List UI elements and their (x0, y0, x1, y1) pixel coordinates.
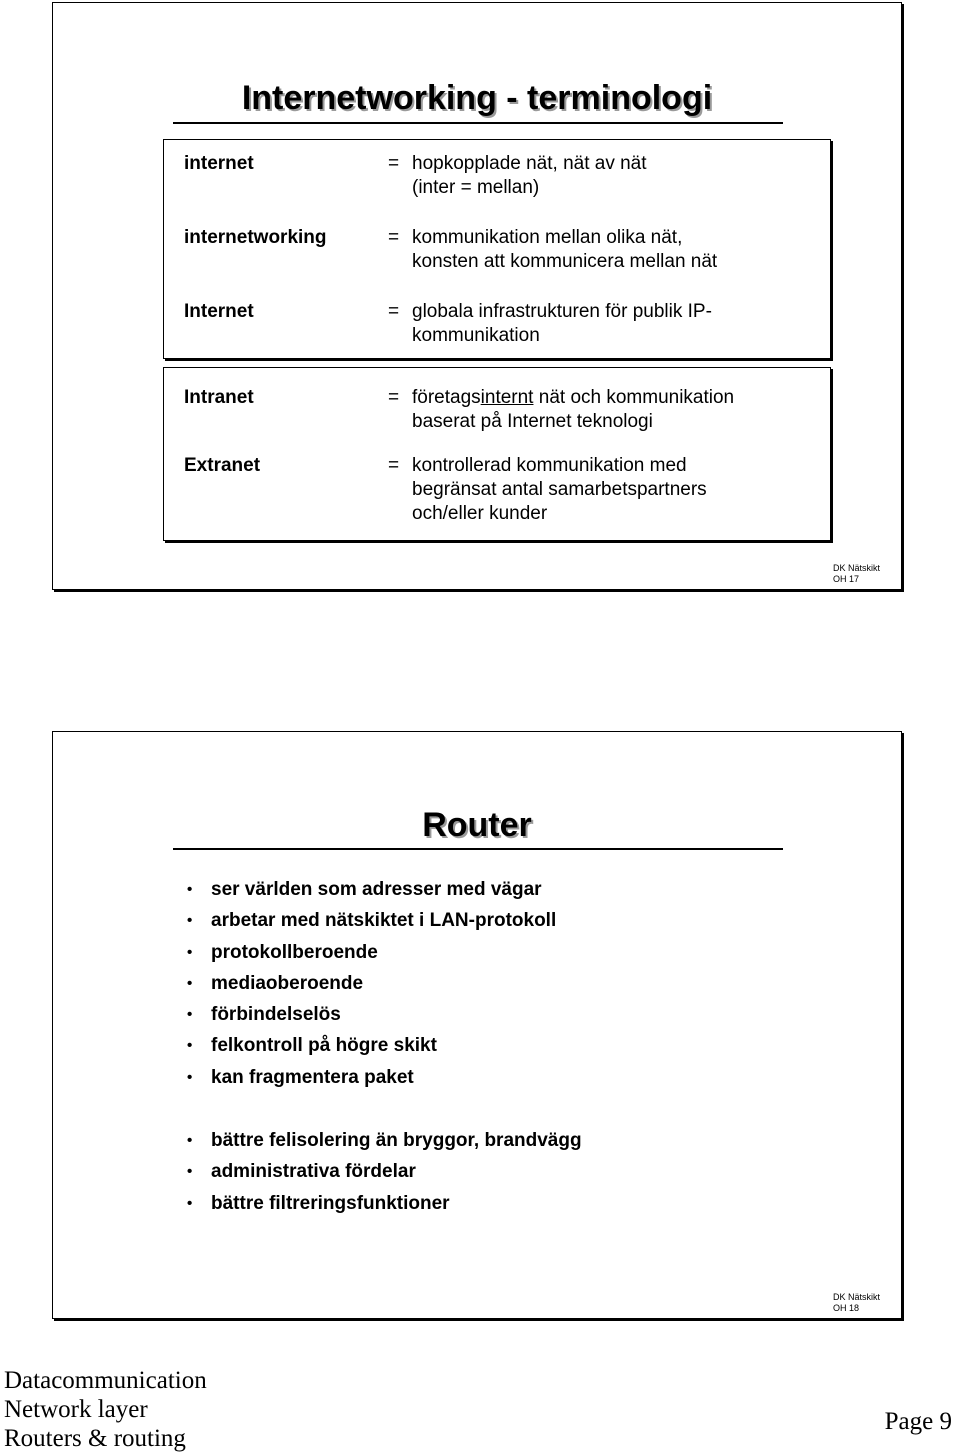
definition-line: (inter = mellan) (412, 177, 540, 198)
equals-sign: = (388, 227, 400, 248)
equals-sign: = (388, 387, 400, 408)
list-item: • bättre filtreringsfunktioner (187, 1192, 450, 1214)
bullet-icon: • (187, 1037, 193, 1055)
footer-line: Network layer (4, 1396, 148, 1423)
definition-line: globala infrastrukturen för publik IP- (412, 301, 712, 322)
slide-number: OH 17 (833, 574, 860, 584)
list-item: • förbindelselös (187, 1004, 341, 1026)
definition-text (412, 226, 832, 274)
list-item: • arbetar med nätskiktet i LAN-protokoll (187, 910, 557, 932)
footer-line: Datacommunication (4, 1367, 207, 1394)
list-item: • ser världen som adresser med vägar (187, 879, 542, 900)
title-underline (173, 122, 783, 124)
definition-text (412, 386, 832, 434)
definition-line: kommunikation mellan olika nät, (412, 227, 683, 248)
slide-oh17 (52, 2, 902, 590)
definition-box-intranet (163, 367, 831, 541)
definition-line: konsten att kommunicera mellan nät (412, 251, 718, 272)
title-underline (173, 848, 783, 850)
slide-oh18 (52, 731, 902, 1319)
bullet-list-advantages (187, 1129, 582, 1223)
slide-title: Internetworking - terminologi (241, 79, 713, 117)
definition-line: baserat på Internet teknologi (412, 411, 653, 432)
bullet-icon: • (187, 943, 193, 961)
slide-number: OH 18 (833, 1303, 860, 1313)
bullet-icon: • (187, 1132, 193, 1149)
definition-text (412, 300, 832, 348)
list-item: • kan fragmentera paket (187, 1066, 414, 1088)
definition-box-internet (163, 139, 831, 359)
underlined-word: internt (480, 387, 534, 408)
equals-sign: = (388, 455, 400, 476)
definition-fragment: företags (412, 387, 481, 408)
bullet-icon: • (187, 1006, 193, 1024)
term-label: Extranet (184, 455, 261, 476)
course-label: DK Nätskikt (833, 1292, 881, 1302)
slide-footer (833, 563, 880, 585)
bullet-list-properties (187, 878, 557, 1097)
bullet-icon: • (187, 1194, 193, 1212)
definition-fragment: nät och kommunikation (533, 387, 735, 408)
document-footer-left (4, 1366, 207, 1453)
bullet-icon: • (187, 1163, 193, 1181)
bullet-icon: • (187, 1068, 193, 1086)
list-item: • protokollberoende (187, 941, 378, 963)
list-item: • administrativa fördelar (187, 1161, 416, 1183)
bullet-icon: • (187, 881, 193, 898)
definition-text (412, 152, 832, 200)
slide-title: Router (422, 806, 532, 844)
definition-line (412, 386, 832, 410)
course-label: DK Nätskikt (833, 563, 881, 573)
bullet-icon: • (187, 974, 193, 992)
term-label: Intranet (184, 387, 254, 408)
list-item: • mediaoberoende (187, 972, 364, 994)
equals-sign: = (388, 301, 400, 322)
list-item: • felkontroll på högre skikt (187, 1035, 437, 1057)
term-label: Internet (184, 301, 254, 322)
definition-line: kommunikation (412, 325, 540, 346)
term-label: internet (184, 153, 254, 174)
equals-sign: = (388, 153, 400, 174)
page-number: Page 9 (884, 1408, 952, 1435)
definition-line: begränsat antal samarbetspartners (412, 479, 707, 500)
definition-line: kontrollerad kommunikation med (412, 455, 687, 476)
definition-text (412, 454, 832, 526)
slide-footer (833, 1292, 880, 1314)
term-label: internetworking (184, 227, 327, 248)
bullet-icon: • (187, 912, 193, 930)
definition-line: hopkopplade nät, nät av nät (412, 153, 647, 174)
definition-line: och/eller kunder (412, 503, 548, 524)
list-item: • bättre felisolering än bryggor, brandvägg (187, 1130, 582, 1151)
footer-line: Routers & routing (4, 1425, 186, 1452)
